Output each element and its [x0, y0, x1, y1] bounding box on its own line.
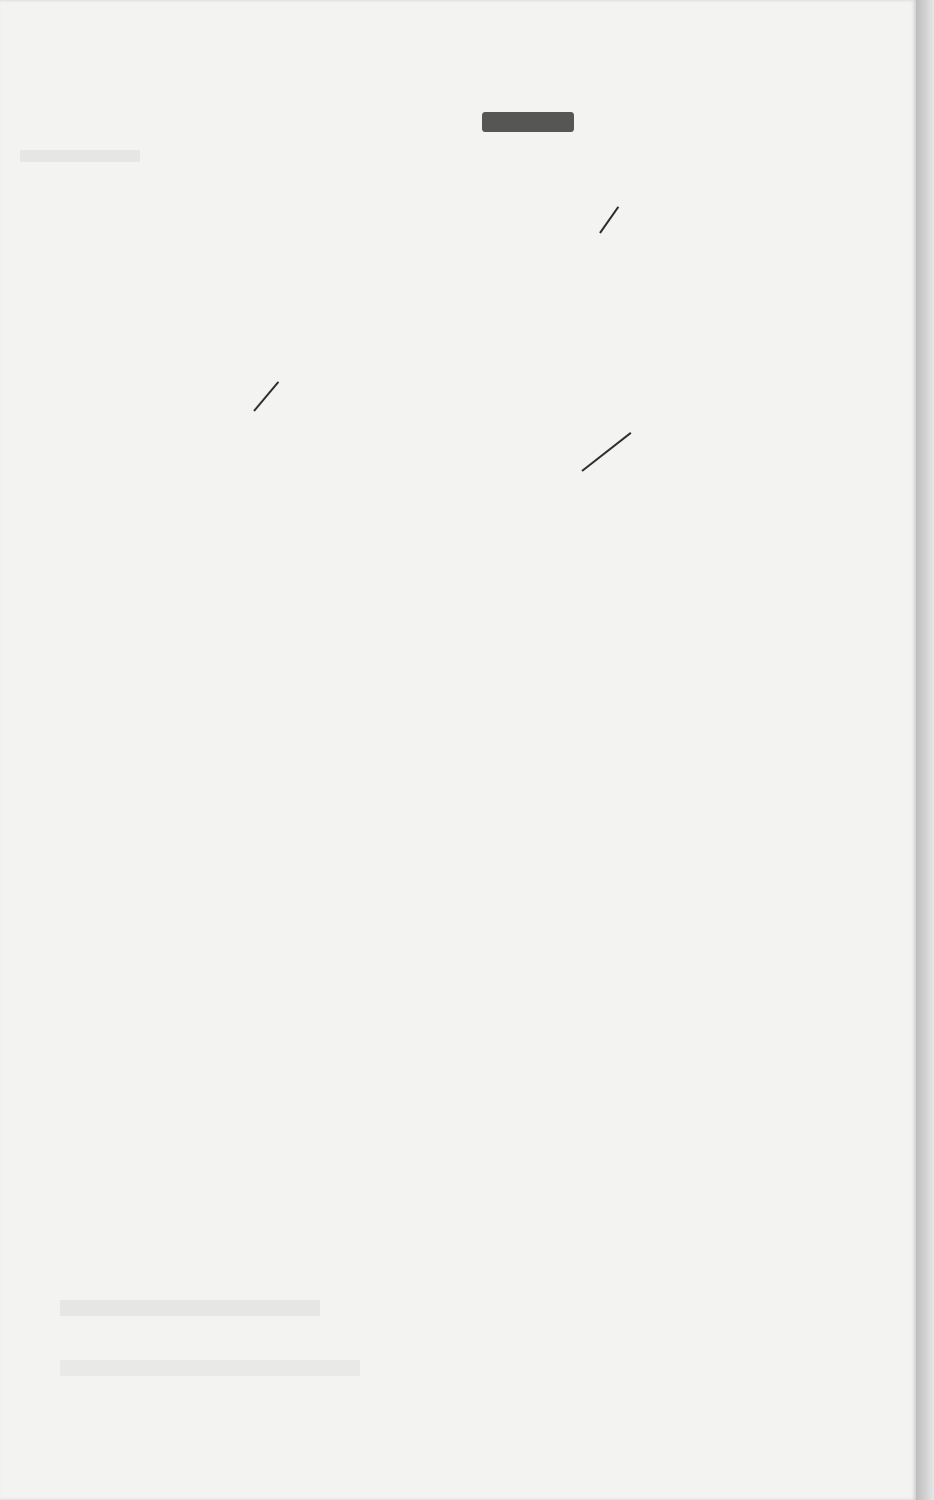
strikeout-blot — [482, 112, 574, 132]
bleed-through-mark — [20, 150, 140, 162]
bleed-through-mark — [60, 1300, 320, 1316]
page-edge — [916, 0, 934, 1500]
bleed-through-mark — [60, 1360, 360, 1376]
